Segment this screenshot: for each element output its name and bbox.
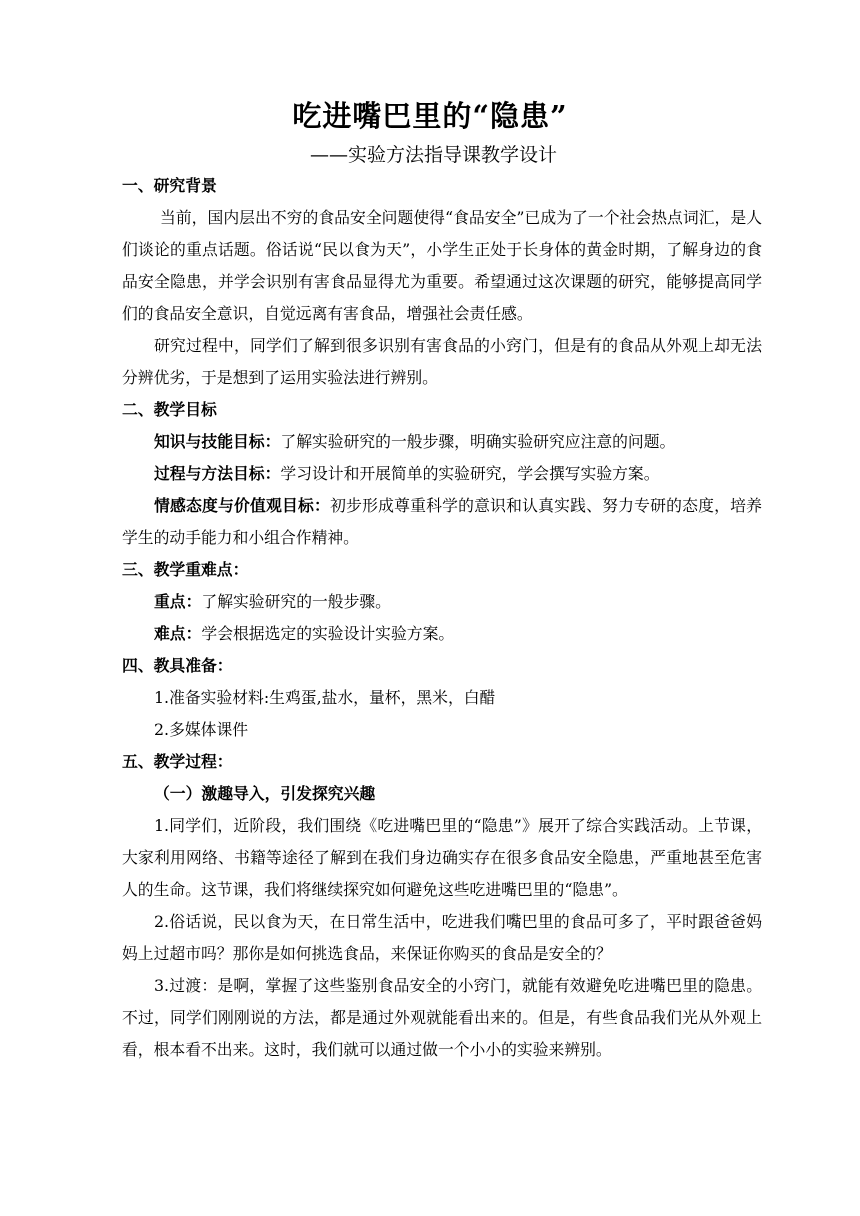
list-item: 2.多媒体课件: [154, 720, 249, 739]
key-point: [122, 586, 762, 618]
document-subtitle: ——实验方法指导课教学设计: [310, 144, 558, 166]
key-text: 学会根据选定的实验设计实验方案。: [201, 624, 455, 643]
section-heading-materials: 四、教具准备：: [122, 656, 233, 675]
subsection-heading: （一）激趣导入，引发探究兴趣: [154, 784, 376, 803]
goal-label: 过程与方法目标：: [154, 464, 281, 483]
goal-label: 知识与技能目标：: [154, 432, 281, 451]
goal-text: 初步形成尊重科学的意识和认真实践、努力专研的态度，培养学生的动手能力和小组合作精神。: [122, 496, 762, 547]
difficult-point: [122, 618, 762, 650]
paragraph: 1.同学们，近阶段，我们围绕《吃进嘴巴里的“隐患”》展开了综合实践活动。上节课，大家利用网络、书籍等途径了解到在我们身边确实存在很多食品安全隐患，严重地甚至危害人的生命。这节课，我们将继续探究如何避免这些吃进嘴巴里的“隐患”。: [122, 816, 762, 899]
section-heading-key-points: 三、教学重难点：: [122, 560, 249, 579]
key-text: 了解实验研究的一般步骤。: [201, 592, 391, 611]
section-heading-background: 一、研究背景: [122, 176, 217, 195]
paragraph: 研究过程中，同学们了解到很多识别有害食品的小窍门，但是有的食品从外观上却无法分辨优劣，于是想到了运用实验法进行辨别。: [122, 336, 762, 387]
paragraph: 2.俗话说，民以食为天，在日常生活中，吃进我们嘴巴里的食品可多了，平时跟爸爸妈妈上过超市吗？那你是如何挑选食品，来保证你购买的食品是安全的？: [122, 912, 762, 963]
paragraph: 当前，国内层出不穷的食品安全问题使得“食品安全”已成为了一个社会热点词汇，是人们谈论的重点话题。俗话说“民以食为天”，小学生正处于长身体的黄金时期，了解身边的食品安全隐患，并学会识别有害食品显得尤为重要。希望通过这次课题的研究，能够提高同学们的食品安全意识，自觉远离有害食品，增强社会责任感。: [122, 208, 762, 323]
goal-text: 了解实验研究的一般步骤，明确实验研究应注意的问题。: [280, 432, 676, 451]
document-body: [122, 170, 762, 1066]
goal-emotion: [122, 490, 762, 554]
goal-process: [122, 458, 762, 490]
goal-label: 情感态度与价值观目标：: [154, 496, 331, 515]
document-title: 吃进嘴巴里的“隐患”: [292, 99, 568, 133]
key-label: 难点：: [154, 624, 202, 643]
list-item: 1.准备实验材料:生鸡蛋,盐水，量杯，黑米，白醋: [154, 688, 496, 707]
goal-knowledge: [122, 426, 762, 458]
key-label: 重点：: [154, 592, 202, 611]
section-heading-process: 五、教学过程：: [122, 752, 233, 771]
goal-text: 学习设计和开展简单的实验研究，学会撰写实验方案。: [280, 464, 660, 483]
paragraph: 3.过渡：是啊，掌握了这些鉴别食品安全的小窍门，就能有效避免吃进嘴巴里的隐患。不过，同学们刚刚说的方法，都是通过外观就能看出来的。但是，有些食品我们光从外观上看，根本看不出来。这时，我们就可以通过做一个小小的实验来辨别。: [122, 976, 762, 1059]
section-heading-goals: 二、教学目标: [122, 400, 217, 419]
